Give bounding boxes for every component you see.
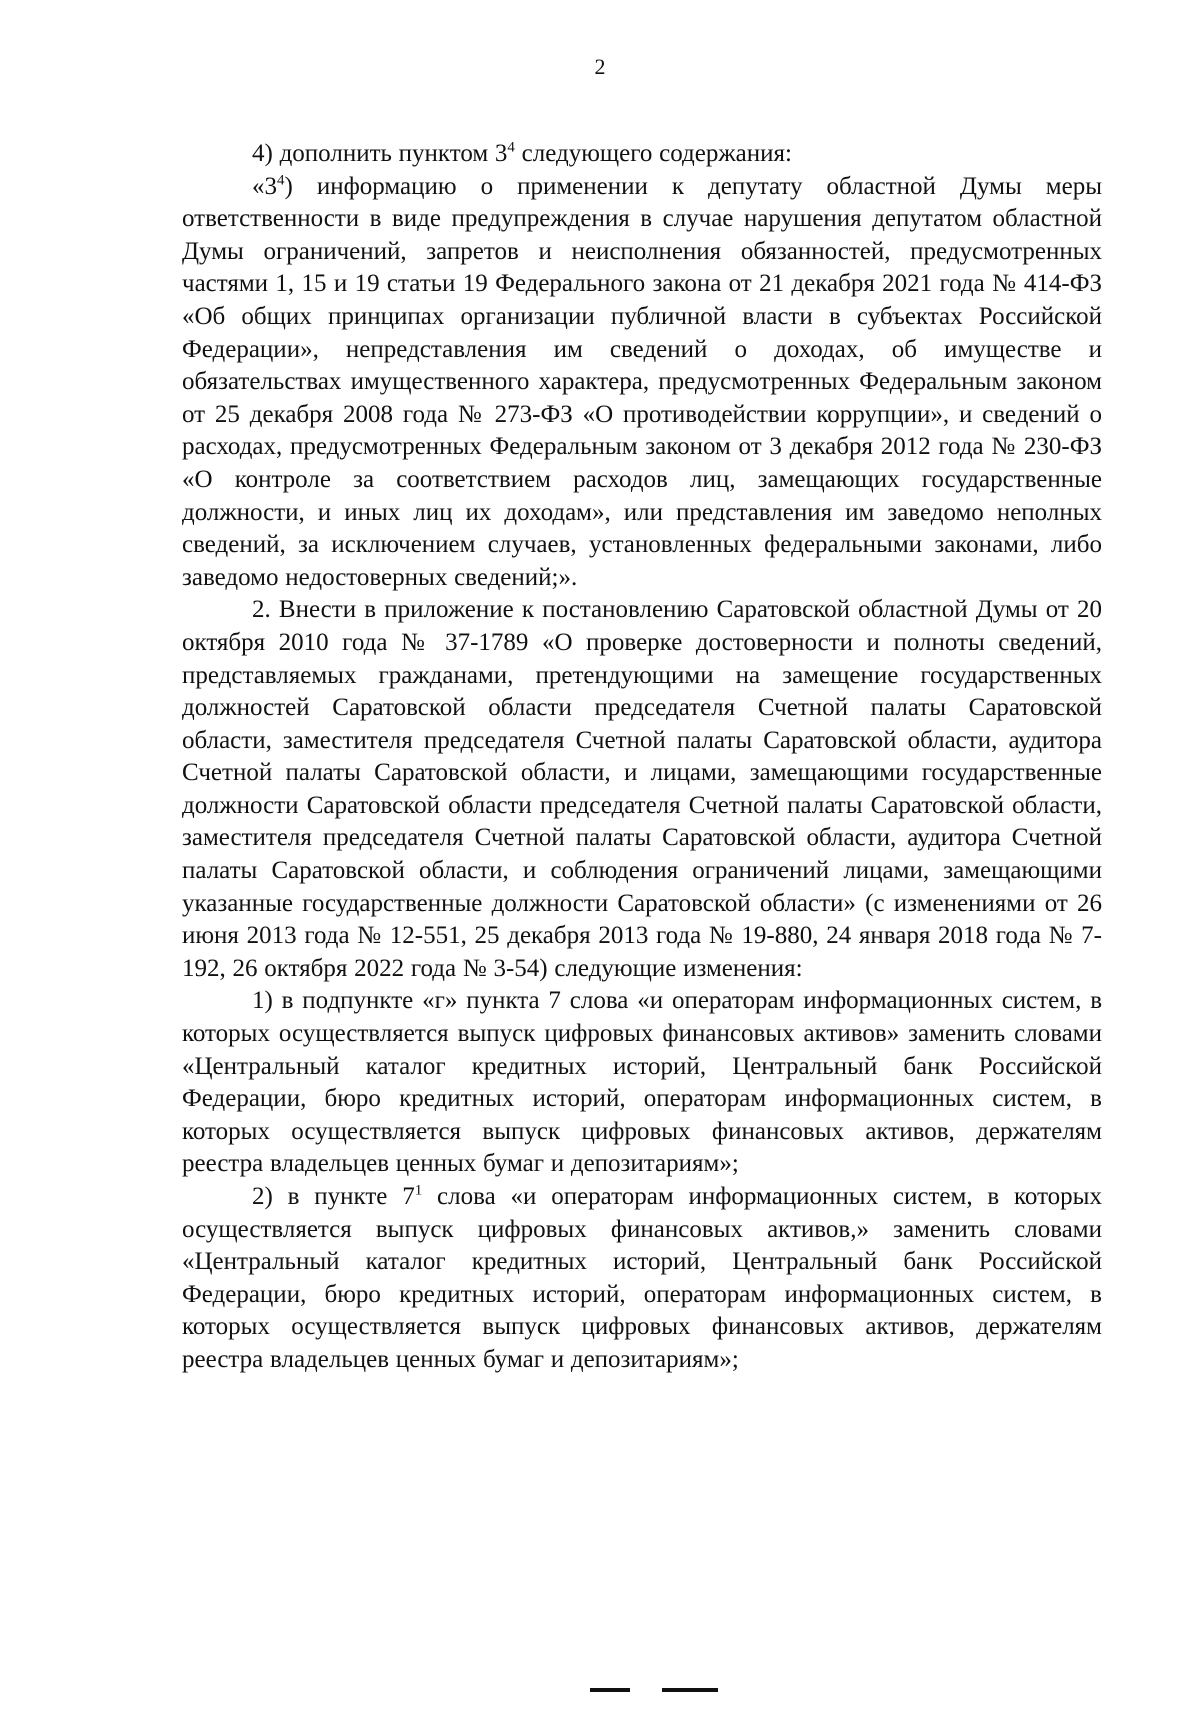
paragraph-text: следующего содержания: xyxy=(514,140,792,167)
paragraph-text: ) информацию о применении к депутату областной Думы меры ответственности в виде предупреждения в случае нарушения депутатом областной Думы ограничений, запретов и неисполнения обязанностей, предусмотренных частями 1, 15 и 19 статьи 19 Федерального закона от 21 декабря 2021 года № 414-ФЗ «Об общих принципах организации публичной власти в субъектах Российской Федерации», непредставления им сведений о доходах, об имуществе и обязательствах имущественного характера, предусмотренных Федеральным законом от 25 декабря 2008 года № 273-ФЗ «О противодействии коррупции», и сведений о расходах, предусмотренных Федеральным законом от 3 декабря 2012 года № 230-ФЗ «О контроле за соответствием расходов лиц, замещающих государственные должности, и иных лиц их доходам», или представления им заведомо неполных сведений, за исключением случаев, установленных федеральными законами, либо заведомо недостоверных сведений;». xyxy=(182,172,1102,591)
paragraph-subitem-1: 1) в подпункте «г» пункта 7 слова «и операторам информационных систем, в которых осуществляется выпуск цифровых финансовых активов» заменить словами «Центральный каталог кредитных историй, Центральный банк Российской Федерации, бюро кредитных историй, операторам информационных систем, в которых осуществляется выпуск цифровых финансовых активов, держателям реестра владельцев ценных бумаг и депозитариям»; xyxy=(182,987,1102,1178)
superscript: 1 xyxy=(414,1182,423,1199)
superscript: 4 xyxy=(277,172,285,189)
scan-edge-marks xyxy=(590,1688,750,1710)
superscript: 4 xyxy=(507,139,515,156)
document-body xyxy=(182,138,1102,1377)
paragraph-text: 2) в пункте 7 xyxy=(252,1183,415,1210)
paragraph-subitem-2 xyxy=(182,1181,1102,1377)
paragraph-amend-item-4 xyxy=(182,138,1102,171)
paragraph-text: 4) дополнить пунктом 3 xyxy=(252,140,508,167)
page-number: 2 xyxy=(594,54,606,79)
paragraph-section-2: 2. Внести в приложение к постановлению Саратовской областной Думы от 20 октября 2010 года № 37-1789 «О проверке достоверности и полноты сведений, представляемых гражданами, претендующими на замещение государственных должностей Саратовской области председателя Счетной палаты Саратовской области, заместителя председателя Счетной палаты Саратовской области, аудитора Счетной палаты Саратовской области, и лицами, замещающими государственные должности Саратовской области председателя Счетной палаты Саратовской области, заместителя председателя Счетной палаты Саратовской области, аудитора Счетной палаты Саратовской области, и соблюдения ограничений лицами, замещающими указанные государственные должности Саратовской области» (с изменениями от 26 июня 2013 года № 12-551, 25 декабря 2013 года № 19-880, 24 января 2018 года № 7-192, 26 октября 2022 года № 3-54) следующие изменения: xyxy=(182,596,1102,982)
paragraph-text: слова «и операторам информационных систем, в которых осуществляется выпуск цифровых финансовых активов,» заменить словами «Центральный каталог кредитных историй, Центральный банк Российской Федерации, бюро кредитных историй, операторам информационных систем, в которых осуществляется выпуск цифровых финансовых активов, держателям реестра владельцев ценных бумаг и депозитариям»; xyxy=(182,1183,1102,1373)
scan-mark xyxy=(662,1688,718,1692)
paragraph-new-point-text xyxy=(182,171,1102,595)
scan-mark xyxy=(590,1688,630,1692)
paragraph-text: «3 xyxy=(252,172,277,200)
